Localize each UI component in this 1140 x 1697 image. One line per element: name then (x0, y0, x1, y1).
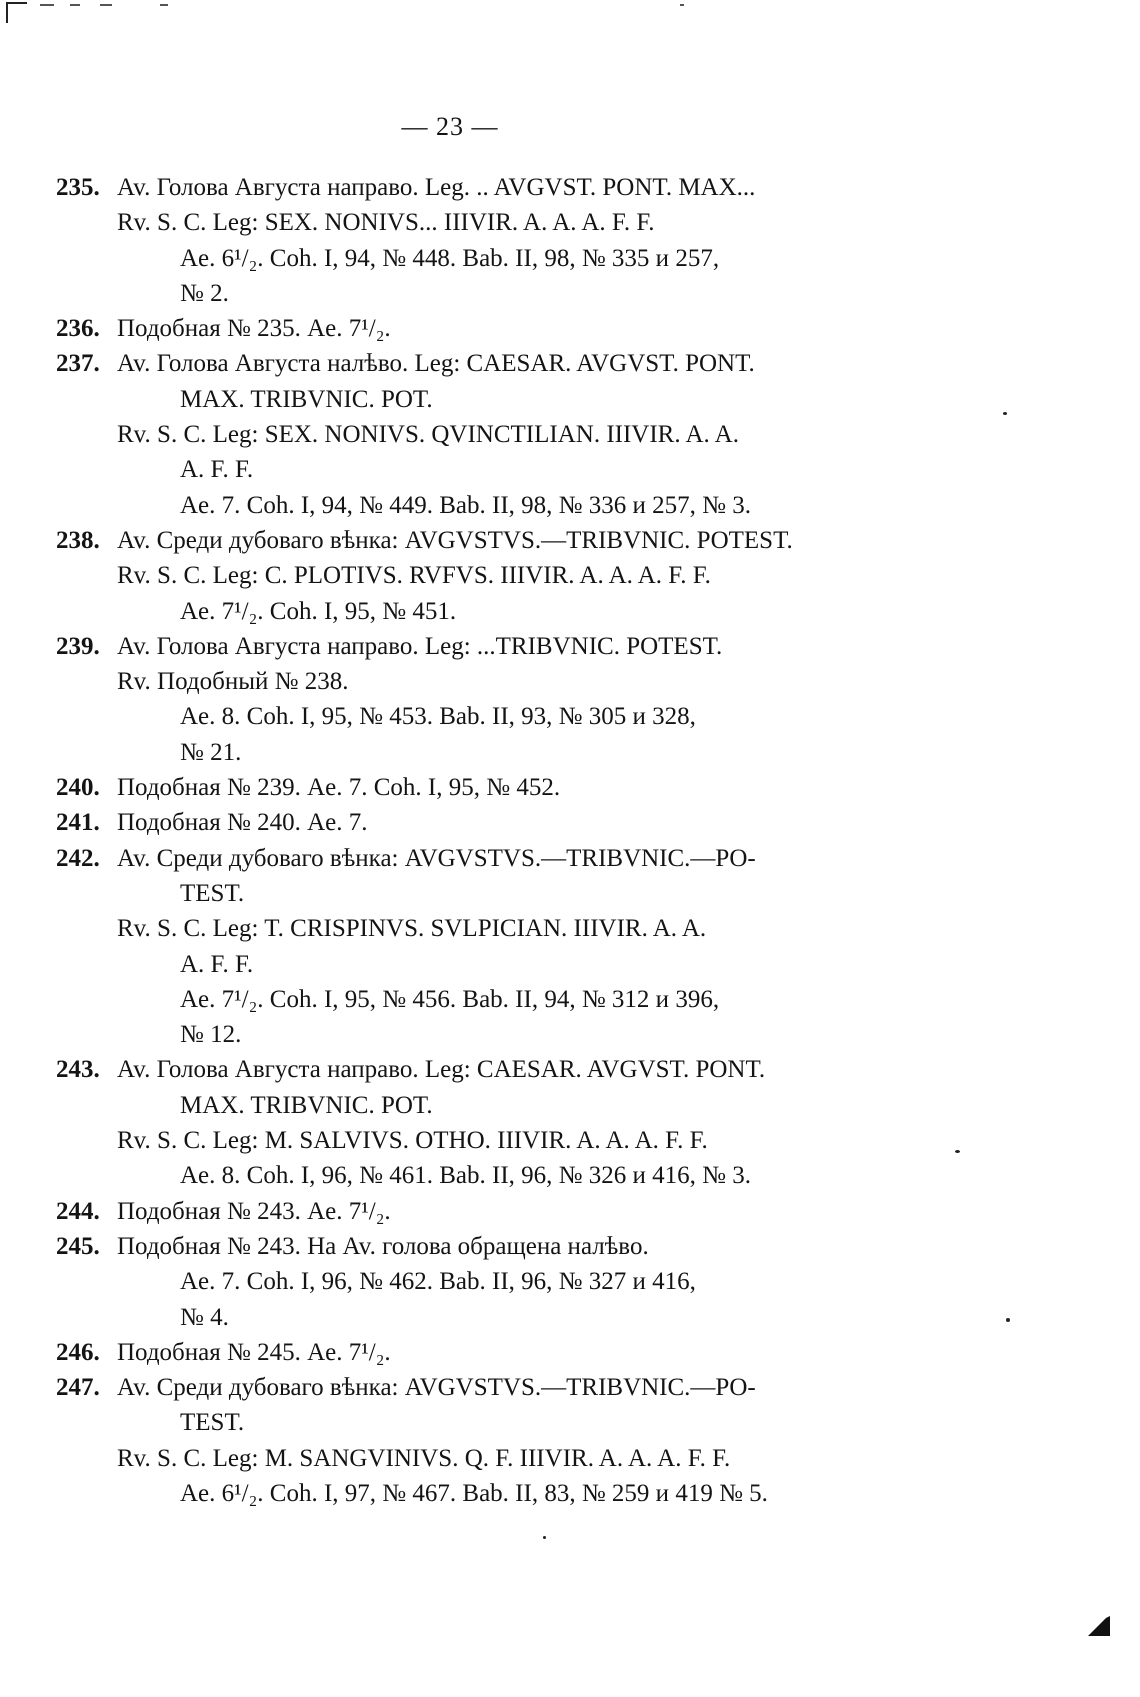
entry-number: 239. (56, 632, 100, 660)
entry-continuation-line: TEST. (180, 1409, 245, 1437)
entry-continuation-line: № 21. (180, 738, 242, 766)
entry-number: 241. (56, 809, 100, 837)
entry-continuation-line: TEST. (180, 879, 245, 907)
scan-speck (543, 1536, 546, 1539)
entry-text: Подобная № 245. Ae. 7¹/₂. (117, 1338, 391, 1366)
entry-continuation-line: MAX. TRIBVNIC. POT. (180, 385, 433, 413)
page-number: — 23 — (401, 112, 499, 141)
entry-text: Подобная № 235. Ae. 7¹/₂. (117, 315, 391, 343)
entry-reverse-line: Rv. S. C. Leg: SEX. NONIVS... IIIVIR. A. A. A. F. F. (117, 209, 655, 237)
entry-first-line (56, 170, 866, 205)
entry-number: 245. (56, 1232, 100, 1260)
entry-number: 247. (56, 1374, 100, 1402)
entry-continuation-line: № 12. (180, 1021, 242, 1049)
entry-reverse-line: Rv. S. C. Leg: T. CRISPINVS. SVLPICIAN. IIIVIR. A. A. (117, 915, 707, 943)
entry-number: 237. (56, 350, 100, 378)
entry-first-line (56, 841, 866, 876)
entry-number: 242. (56, 844, 100, 872)
entry-text: Av. Голова Августа налѣво. Leg: CAESAR. AVGVST. PONT. (117, 350, 755, 378)
corner-crop-mark (6, 2, 28, 24)
scan-edge-dash (40, 4, 54, 6)
entry-number: 235. (56, 174, 100, 201)
scan-edge-dash (70, 4, 80, 6)
entry-number: 238. (56, 526, 100, 554)
entry-text: Av. Среди дубоваго вѣнка: AVGVSTVS.—TRIBVNIC. POTEST. (117, 526, 793, 554)
entry-text: Подобная № 240. Ae. 7. (117, 809, 368, 837)
scan-edge-dash (680, 4, 684, 6)
entry-continuation-line: Ae. 6¹/₂. Coh. I, 94, № 448. Bab. II, 98, № 335 и 257, (180, 244, 720, 272)
entry-continuation-line: Ae. 7¹/₂. Coh. I, 95, № 456. Bab. II, 94, № 312 и 396, (180, 985, 720, 1013)
entry-continuation-line: Ae. 7. Coh. I, 94, № 449. Bab. II, 98, № 336 и 257, № 3. (180, 491, 752, 519)
entry-reverse-line: Rv. S. C. Leg: M. SALVIVS. OTHO. IIIVIR. A. A. A. F. F. (117, 1127, 708, 1155)
entry-text: Подобная № 243. На Av. голова обращена налѣво. (117, 1232, 649, 1260)
scan-speck (1006, 1318, 1010, 1322)
page-corner-mark (1086, 1612, 1112, 1638)
entry-text: Av. Голова Августа направо. Leg: CAESAR. AVGVST. PONT. (117, 1056, 766, 1084)
entry-text: Подобная № 243. Ae. 7¹/₂. (117, 1197, 391, 1225)
entry-continuation-line: A. F. F. (180, 950, 254, 978)
entry-continuation-line: № 4. (180, 1303, 229, 1331)
entry-first-line (56, 523, 866, 558)
entry-number: 246. (56, 1338, 100, 1366)
entry-first-line (56, 629, 866, 664)
entry-reverse-line: Rv. S. C. Leg: M. SANGVINIVS. Q. F. IIIVIR. A. A. A. F. F. (117, 1444, 731, 1472)
entry-text: Подобная № 239. Ae. 7. Coh. I, 95, № 452. (117, 774, 561, 802)
entry-reverse-line: Rv. S. C. Leg: C. PLOTIVS. RVFVS. IIIVIR. A. A. A. F. F. (117, 562, 711, 590)
entry-continuation-line: Ae. 8. Coh. I, 96, № 461. Bab. II, 96, № 326 и 416, № 3. (180, 1162, 752, 1190)
entry-first-line (56, 1052, 866, 1087)
scan-speck (1003, 412, 1007, 415)
entry-text: Av. Среди дубоваго вѣнка: AVGVSTVS.—TRIBVNIC.—PO- (117, 1374, 756, 1402)
entry-first-line (56, 311, 866, 346)
entry-continuation-line: Ae. 7. Coh. I, 96, № 462. Bab. II, 96, № 327 и 416, (180, 1268, 696, 1296)
entry-text: Av. Голова Августа направо. Leg. .. AVGVST. PONT. MAX... (117, 174, 756, 201)
entry-text: Av. Среди дубоваго вѣнка: AVGVSTVS.—TRIBVNIC.—PO- (117, 844, 756, 872)
entry-first-line (56, 1335, 866, 1370)
entry-continuation-line: MAX. TRIBVNIC. POT. (180, 1091, 433, 1119)
entry-continuation-line: Ae. 6¹/₂. Coh. I, 97, № 467. Bab. II, 83, № 259 и 419 № 5. (180, 1479, 768, 1507)
entry-continuation-line: A. F. F. (180, 456, 254, 484)
entry-continuation-line: Ae. 7¹/₂. Coh. I, 95, № 451. (180, 597, 457, 625)
scan-speck (955, 1150, 960, 1153)
entry-first-line (56, 1194, 866, 1229)
entry-first-line (56, 346, 866, 381)
entry-first-line (56, 1229, 866, 1264)
entry-number: 244. (56, 1197, 100, 1225)
entry-continuation-line: Ae. 8. Coh. I, 95, № 453. Bab. II, 93, № 305 и 328, (180, 703, 696, 731)
entry-reverse-line: Rv. S. C. Leg: SEX. NONIVS. QVINCTILIAN. IIIVIR. A. A. (117, 421, 739, 449)
entry-number: 243. (56, 1056, 100, 1084)
scan-edge-dash (160, 4, 168, 6)
entry-first-line (56, 770, 866, 805)
entry-first-line (56, 1370, 866, 1405)
scan-edge-dash (100, 4, 112, 6)
entry-reverse-line: Rv. Подобный № 238. (117, 668, 349, 696)
entry-number: 236. (56, 315, 100, 343)
entry-continuation-line: № 2. (180, 279, 229, 307)
entry-first-line (56, 805, 866, 840)
catalog-entries (56, 170, 866, 1511)
entry-text: Av. Голова Августа направо. Leg: ...TRIBVNIC. POTEST. (117, 632, 723, 660)
entry-number: 240. (56, 774, 100, 802)
